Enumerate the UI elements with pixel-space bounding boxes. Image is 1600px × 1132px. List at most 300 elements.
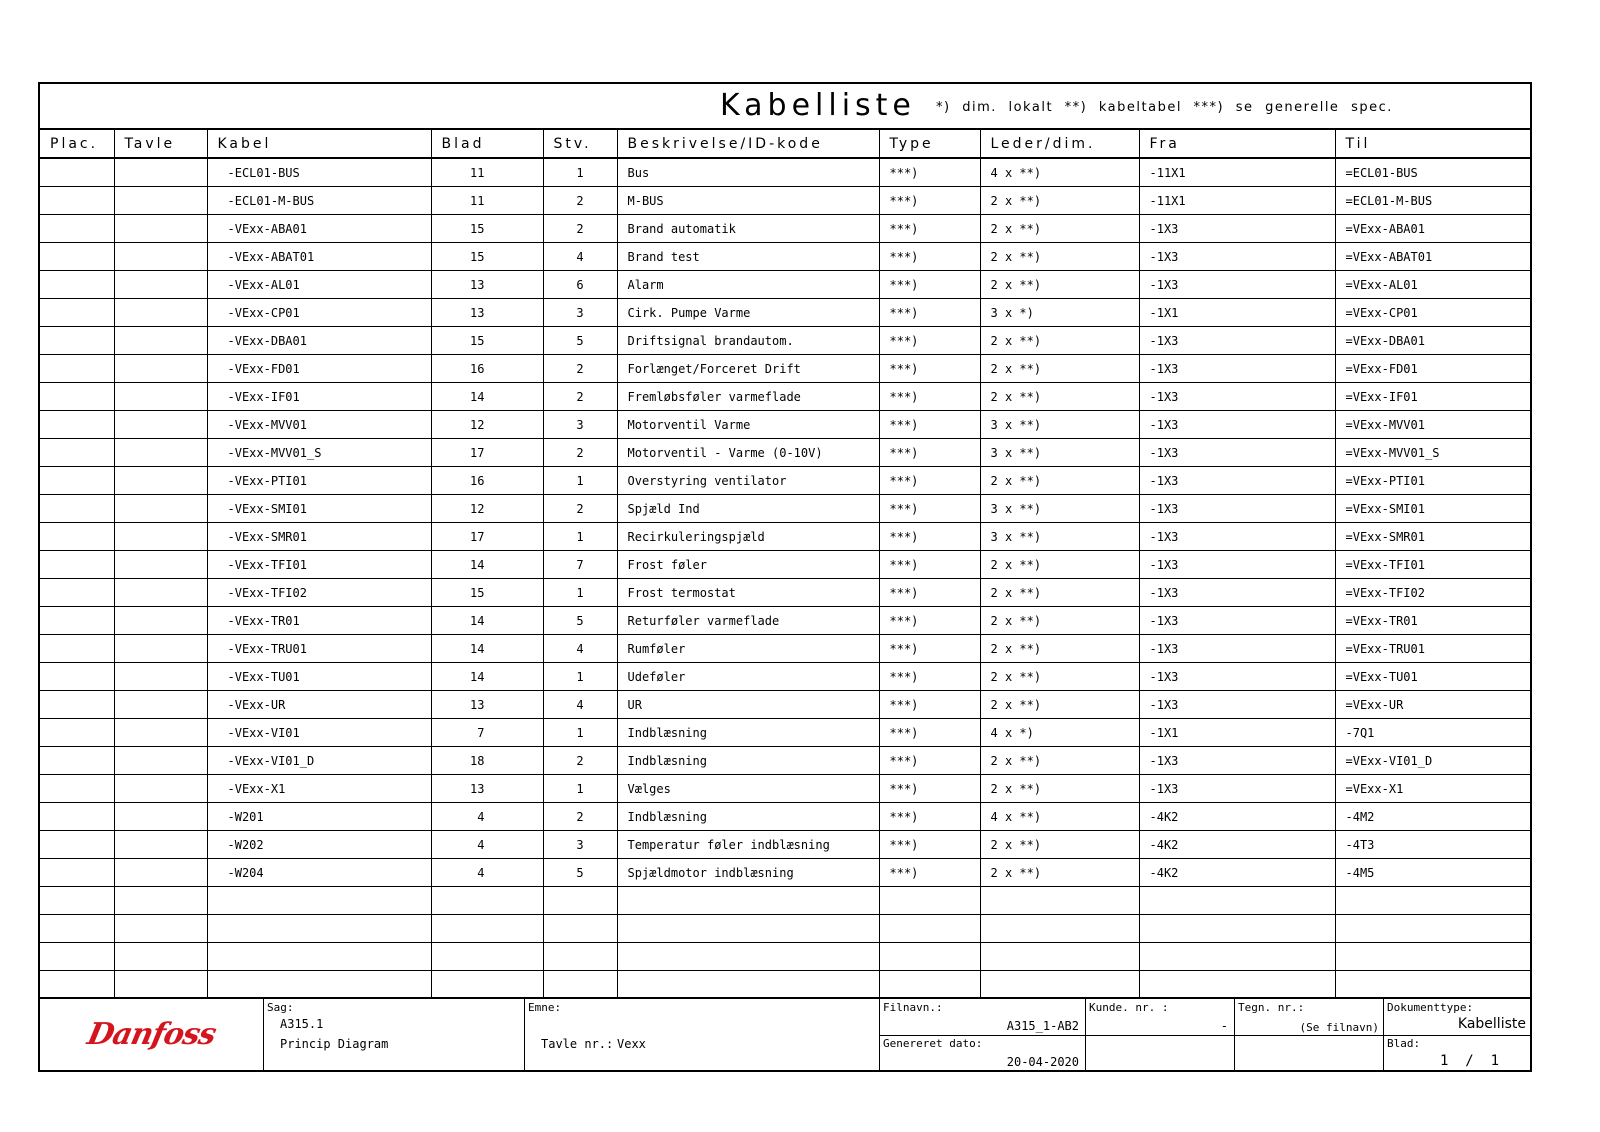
cell-beskrivelse: Driftsignal brandautom. bbox=[617, 327, 879, 355]
col-type: Type bbox=[879, 130, 980, 158]
cell-type bbox=[879, 887, 980, 915]
cell-stv: 5 bbox=[543, 607, 617, 635]
cell-kabel: -W202 bbox=[207, 831, 431, 859]
cell-type: ***) bbox=[879, 691, 980, 719]
cell-til bbox=[1335, 971, 1530, 999]
table-row bbox=[40, 215, 1530, 243]
cell-fra: -1X3 bbox=[1139, 775, 1335, 803]
cell-til: =VExx-MVV01_S bbox=[1335, 439, 1530, 467]
cell-blad: 11 bbox=[431, 187, 543, 215]
cell-fra: -1X3 bbox=[1139, 523, 1335, 551]
cell-beskrivelse: Vælges bbox=[617, 775, 879, 803]
filnavn-label: Filnavn.: bbox=[883, 1001, 943, 1014]
cell-stv bbox=[543, 943, 617, 971]
cell-tavle bbox=[114, 411, 207, 439]
cell-beskrivelse: Indblæsning bbox=[617, 719, 879, 747]
cell-til bbox=[1335, 915, 1530, 943]
cell-fra: -1X3 bbox=[1139, 495, 1335, 523]
cell-type: ***) bbox=[879, 663, 980, 691]
cell-fra: -11X1 bbox=[1139, 187, 1335, 215]
cell-stv: 1 bbox=[543, 719, 617, 747]
cell-blad: 16 bbox=[431, 355, 543, 383]
cell-fra: -1X3 bbox=[1139, 243, 1335, 271]
dokumenttype-label: Dokumenttype: bbox=[1387, 1001, 1474, 1014]
cell-leder: 2 x **) bbox=[980, 747, 1139, 775]
cell-til: =VExx-MVV01 bbox=[1335, 411, 1530, 439]
cell-til: -7Q1 bbox=[1335, 719, 1530, 747]
sag-cell bbox=[264, 999, 525, 1072]
table-row bbox=[40, 635, 1530, 663]
cell-plac bbox=[40, 775, 114, 803]
blad-label: Blad: bbox=[1387, 1037, 1421, 1050]
cell-beskrivelse: UR bbox=[617, 691, 879, 719]
cell-fra: -1X3 bbox=[1139, 439, 1335, 467]
cell-type: ***) bbox=[879, 439, 980, 467]
cell-til: =VExx-TFI01 bbox=[1335, 551, 1530, 579]
cell-leder: 4 x **) bbox=[980, 158, 1139, 187]
cell-beskrivelse: Recirkuleringspjæld bbox=[617, 523, 879, 551]
cell-leder: 2 x **) bbox=[980, 467, 1139, 495]
cell-tavle bbox=[114, 887, 207, 915]
cell-kabel: -VExx-TU01 bbox=[207, 663, 431, 691]
cell-stv bbox=[543, 887, 617, 915]
cell-kabel: -VExx-CP01 bbox=[207, 299, 431, 327]
cell-leder bbox=[980, 943, 1139, 971]
cell-tavle bbox=[114, 607, 207, 635]
cell-blad bbox=[431, 915, 543, 943]
cell-plac bbox=[40, 663, 114, 691]
cell-fra: -4K2 bbox=[1139, 859, 1335, 887]
table-row bbox=[40, 243, 1530, 271]
cell-type: ***) bbox=[879, 747, 980, 775]
cell-leder: 2 x **) bbox=[980, 243, 1139, 271]
danfoss-logo: Danfoss bbox=[84, 1017, 219, 1052]
cell-stv: 2 bbox=[543, 187, 617, 215]
cell-blad: 16 bbox=[431, 467, 543, 495]
cell-kabel: -W204 bbox=[207, 859, 431, 887]
cell-leder: 2 x **) bbox=[980, 579, 1139, 607]
table-row bbox=[40, 411, 1530, 439]
cell-kabel: -VExx-ABA01 bbox=[207, 215, 431, 243]
cell-leder: 3 x **) bbox=[980, 495, 1139, 523]
cell-kabel bbox=[207, 971, 431, 999]
cell-leder bbox=[980, 971, 1139, 999]
cell-tavle bbox=[114, 719, 207, 747]
cell-blad: 17 bbox=[431, 439, 543, 467]
cell-tavle bbox=[114, 859, 207, 887]
cell-plac bbox=[40, 831, 114, 859]
table-row bbox=[40, 719, 1530, 747]
cell-leder: 2 x **) bbox=[980, 663, 1139, 691]
cell-leder: 2 x **) bbox=[980, 551, 1139, 579]
cell-fra bbox=[1139, 943, 1335, 971]
sag-description: Princip Diagram bbox=[280, 1037, 389, 1051]
cell-plac bbox=[40, 887, 114, 915]
cell-leder: 2 x **) bbox=[980, 271, 1139, 299]
col-leder: Leder/dim. bbox=[980, 130, 1139, 158]
cell-blad: 4 bbox=[431, 831, 543, 859]
cell-plac bbox=[40, 299, 114, 327]
cell-tavle bbox=[114, 775, 207, 803]
cell-kabel bbox=[207, 887, 431, 915]
cell-til: =ECL01-M-BUS bbox=[1335, 187, 1530, 215]
cell-stv: 2 bbox=[543, 355, 617, 383]
cell-leder: 4 x **) bbox=[980, 803, 1139, 831]
cell-type bbox=[879, 915, 980, 943]
cell-plac bbox=[40, 607, 114, 635]
cell-plac bbox=[40, 439, 114, 467]
cell-type: ***) bbox=[879, 467, 980, 495]
cell-plac bbox=[40, 635, 114, 663]
cell-fra: -1X3 bbox=[1139, 579, 1335, 607]
cell-stv: 2 bbox=[543, 215, 617, 243]
cell-stv: 2 bbox=[543, 439, 617, 467]
cell-leder: 2 x **) bbox=[980, 691, 1139, 719]
cell-beskrivelse bbox=[617, 887, 879, 915]
table-row bbox=[40, 495, 1530, 523]
cell-blad bbox=[431, 887, 543, 915]
table-row bbox=[40, 187, 1530, 215]
cell-type: ***) bbox=[879, 383, 980, 411]
cell-tavle bbox=[114, 663, 207, 691]
cell-plac bbox=[40, 467, 114, 495]
cell-beskrivelse bbox=[617, 971, 879, 999]
cell-tavle bbox=[114, 691, 207, 719]
empty-row bbox=[40, 915, 1530, 943]
cell-tavle bbox=[114, 158, 207, 187]
cell-type: ***) bbox=[879, 215, 980, 243]
cell-beskrivelse: Bus bbox=[617, 158, 879, 187]
cell-tavle bbox=[114, 523, 207, 551]
cell-blad: 13 bbox=[431, 299, 543, 327]
cell-beskrivelse: Frost føler bbox=[617, 551, 879, 579]
cell-blad: 14 bbox=[431, 607, 543, 635]
cell-blad: 17 bbox=[431, 523, 543, 551]
cell-fra: -4K2 bbox=[1139, 831, 1335, 859]
cell-beskrivelse: Rumføler bbox=[617, 635, 879, 663]
cell-beskrivelse: Spjæld Ind bbox=[617, 495, 879, 523]
cell-plac bbox=[40, 691, 114, 719]
cell-beskrivelse: Spjældmotor indblæsning bbox=[617, 859, 879, 887]
cell-til: =VExx-ABAT01 bbox=[1335, 243, 1530, 271]
cell-blad: 18 bbox=[431, 747, 543, 775]
cell-type bbox=[879, 971, 980, 999]
table-row bbox=[40, 158, 1530, 187]
cell-fra: -1X1 bbox=[1139, 299, 1335, 327]
cell-fra: -1X3 bbox=[1139, 747, 1335, 775]
cell-plac bbox=[40, 383, 114, 411]
cell-leder: 2 x **) bbox=[980, 327, 1139, 355]
cell-type: ***) bbox=[879, 803, 980, 831]
cell-stv: 1 bbox=[543, 663, 617, 691]
cell-leder: 4 x *) bbox=[980, 719, 1139, 747]
empty-row bbox=[40, 971, 1530, 999]
cell-til: =VExx-DBA01 bbox=[1335, 327, 1530, 355]
cell-stv bbox=[543, 915, 617, 943]
cell-blad bbox=[431, 943, 543, 971]
dokumenttype-value: Kabelliste bbox=[1457, 1016, 1526, 1032]
cell-til: =VExx-CP01 bbox=[1335, 299, 1530, 327]
cell-til: =VExx-TR01 bbox=[1335, 607, 1530, 635]
cell-plac bbox=[40, 158, 114, 187]
cell-plac bbox=[40, 327, 114, 355]
cell-fra: -4K2 bbox=[1139, 803, 1335, 831]
cell-tavle bbox=[114, 635, 207, 663]
cell-kabel bbox=[207, 915, 431, 943]
sag-label: Sag: bbox=[267, 1001, 294, 1014]
cell-plac bbox=[40, 971, 114, 999]
cell-type: ***) bbox=[879, 775, 980, 803]
col-blad: Blad bbox=[431, 130, 543, 158]
cell-tavle bbox=[114, 915, 207, 943]
emne-label: Emne: bbox=[528, 1001, 562, 1014]
cell-fra bbox=[1139, 915, 1335, 943]
cell-kabel: -VExx-SMI01 bbox=[207, 495, 431, 523]
cell-stv: 6 bbox=[543, 271, 617, 299]
cell-tavle bbox=[114, 327, 207, 355]
cell-stv: 5 bbox=[543, 859, 617, 887]
cell-fra: -1X3 bbox=[1139, 355, 1335, 383]
cell-kabel: -VExx-MVV01 bbox=[207, 411, 431, 439]
cell-til bbox=[1335, 887, 1530, 915]
cell-stv: 2 bbox=[543, 495, 617, 523]
cell-type: ***) bbox=[879, 187, 980, 215]
cell-type: ***) bbox=[879, 271, 980, 299]
cell-plac bbox=[40, 355, 114, 383]
cell-beskrivelse: Alarm bbox=[617, 271, 879, 299]
cell-stv: 4 bbox=[543, 635, 617, 663]
legend-notes: *) dim. lokalt **) kabeltabel ***) se generelle spec. bbox=[936, 100, 1393, 115]
table-row bbox=[40, 663, 1530, 691]
col-fra: Fra bbox=[1139, 130, 1335, 158]
cell-stv: 5 bbox=[543, 327, 617, 355]
cell-type: ***) bbox=[879, 495, 980, 523]
cell-plac bbox=[40, 271, 114, 299]
cell-type: ***) bbox=[879, 158, 980, 187]
cell-fra: -1X3 bbox=[1139, 691, 1335, 719]
cell-kabel: -VExx-TR01 bbox=[207, 607, 431, 635]
cell-tavle bbox=[114, 243, 207, 271]
cell-til bbox=[1335, 943, 1530, 971]
table-row bbox=[40, 271, 1530, 299]
cell-blad: 13 bbox=[431, 691, 543, 719]
cell-beskrivelse: Frost termostat bbox=[617, 579, 879, 607]
cell-fra: -1X3 bbox=[1139, 551, 1335, 579]
cell-stv: 1 bbox=[543, 523, 617, 551]
col-stv: Stv. bbox=[543, 130, 617, 158]
cell-type: ***) bbox=[879, 635, 980, 663]
cell-til: =VExx-ABA01 bbox=[1335, 215, 1530, 243]
cell-beskrivelse: Brand test bbox=[617, 243, 879, 271]
cell-stv: 2 bbox=[543, 803, 617, 831]
cell-blad: 14 bbox=[431, 551, 543, 579]
col-tavle: Tavle bbox=[114, 130, 207, 158]
cell-kabel bbox=[207, 943, 431, 971]
cell-blad: 14 bbox=[431, 635, 543, 663]
cell-type: ***) bbox=[879, 859, 980, 887]
cell-type: ***) bbox=[879, 523, 980, 551]
cell-kabel: -W201 bbox=[207, 803, 431, 831]
cell-plac bbox=[40, 551, 114, 579]
blad-value: 1 / 1 bbox=[1440, 1053, 1500, 1069]
cell-blad: 4 bbox=[431, 803, 543, 831]
cell-til: -4M2 bbox=[1335, 803, 1530, 831]
tavle-value: Vexx bbox=[617, 1037, 646, 1051]
cell-type: ***) bbox=[879, 579, 980, 607]
cell-kabel: -VExx-SMR01 bbox=[207, 523, 431, 551]
cell-plac bbox=[40, 747, 114, 775]
cell-tavle bbox=[114, 299, 207, 327]
cell-stv: 2 bbox=[543, 383, 617, 411]
cell-kabel: -VExx-DBA01 bbox=[207, 327, 431, 355]
cell-til: =VExx-TRU01 bbox=[1335, 635, 1530, 663]
table-row bbox=[40, 579, 1530, 607]
cell-leder bbox=[980, 915, 1139, 943]
cell-kabel: -VExx-TRU01 bbox=[207, 635, 431, 663]
cell-stv: 1 bbox=[543, 158, 617, 187]
cell-blad: 7 bbox=[431, 719, 543, 747]
cell-kabel: -VExx-UR bbox=[207, 691, 431, 719]
dokumenttype-cell bbox=[1384, 999, 1530, 1072]
cell-leder: 3 x **) bbox=[980, 411, 1139, 439]
cell-blad: 13 bbox=[431, 271, 543, 299]
cell-fra: -1X3 bbox=[1139, 663, 1335, 691]
cell-beskrivelse: Forlænget/Forceret Drift bbox=[617, 355, 879, 383]
cell-type: ***) bbox=[879, 299, 980, 327]
cell-beskrivelse bbox=[617, 915, 879, 943]
cell-blad: 12 bbox=[431, 411, 543, 439]
table-row bbox=[40, 775, 1530, 803]
cell-plac bbox=[40, 411, 114, 439]
col-beskrivelse: Beskrivelse/ID-kode bbox=[617, 130, 879, 158]
table-row bbox=[40, 803, 1530, 831]
genereret-value: 20-04-2020 bbox=[1006, 1055, 1079, 1069]
cell-tavle bbox=[114, 831, 207, 859]
cell-fra bbox=[1139, 971, 1335, 999]
cell-fra: -1X3 bbox=[1139, 635, 1335, 663]
cell-type: ***) bbox=[879, 719, 980, 747]
cell-til: =VExx-VI01_D bbox=[1335, 747, 1530, 775]
cell-type: ***) bbox=[879, 551, 980, 579]
table-row bbox=[40, 831, 1530, 859]
cell-type: ***) bbox=[879, 243, 980, 271]
cell-kabel: -VExx-VI01_D bbox=[207, 747, 431, 775]
table-body bbox=[40, 158, 1530, 999]
cell-stv: 3 bbox=[543, 831, 617, 859]
cell-plac bbox=[40, 803, 114, 831]
cell-kabel: -VExx-TFI01 bbox=[207, 551, 431, 579]
cell-plac bbox=[40, 859, 114, 887]
title-block bbox=[40, 997, 1530, 1072]
cell-stv: 7 bbox=[543, 551, 617, 579]
cell-kabel: -VExx-VI01 bbox=[207, 719, 431, 747]
cell-fra: -1X3 bbox=[1139, 271, 1335, 299]
cell-beskrivelse: Fremløbsføler varmeflade bbox=[617, 383, 879, 411]
filnavn-cell bbox=[880, 999, 1086, 1072]
cell-beskrivelse: Udeføler bbox=[617, 663, 879, 691]
tavle-label: Tavle nr.: bbox=[541, 1037, 614, 1051]
cable-table bbox=[40, 130, 1530, 999]
cell-tavle bbox=[114, 495, 207, 523]
cell-leder: 2 x **) bbox=[980, 215, 1139, 243]
cell-til: =VExx-TU01 bbox=[1335, 663, 1530, 691]
cable-list-sheet bbox=[38, 82, 1532, 1072]
cell-kabel: -VExx-X1 bbox=[207, 775, 431, 803]
cell-til: =ECL01-BUS bbox=[1335, 158, 1530, 187]
cell-fra: -1X1 bbox=[1139, 719, 1335, 747]
cell-tavle bbox=[114, 187, 207, 215]
table-row bbox=[40, 327, 1530, 355]
cell-plac bbox=[40, 495, 114, 523]
cell-blad: 15 bbox=[431, 579, 543, 607]
table-row bbox=[40, 747, 1530, 775]
cell-blad: 14 bbox=[431, 383, 543, 411]
cell-blad bbox=[431, 971, 543, 999]
logo-cell bbox=[40, 999, 264, 1072]
cell-beskrivelse: Motorventil Varme bbox=[617, 411, 879, 439]
cell-beskrivelse bbox=[617, 943, 879, 971]
sag-value: A315.1 bbox=[280, 1017, 324, 1031]
cell-tavle bbox=[114, 803, 207, 831]
cell-kabel: -VExx-ABAT01 bbox=[207, 243, 431, 271]
cell-blad: 4 bbox=[431, 859, 543, 887]
table-row bbox=[40, 439, 1530, 467]
emne-cell bbox=[525, 999, 880, 1072]
cell-stv: 1 bbox=[543, 467, 617, 495]
cell-kabel: -VExx-PTI01 bbox=[207, 467, 431, 495]
cell-til: =VExx-SMR01 bbox=[1335, 523, 1530, 551]
cell-fra: -1X3 bbox=[1139, 327, 1335, 355]
cell-fra: -1X3 bbox=[1139, 607, 1335, 635]
title-row bbox=[40, 84, 1530, 130]
cell-stv: 4 bbox=[543, 243, 617, 271]
cell-til: =VExx-UR bbox=[1335, 691, 1530, 719]
table-header-row bbox=[40, 130, 1530, 158]
table-row bbox=[40, 551, 1530, 579]
cell-blad: 15 bbox=[431, 327, 543, 355]
cell-til: =VExx-TFI02 bbox=[1335, 579, 1530, 607]
col-kabel: Kabel bbox=[207, 130, 431, 158]
cell-type: ***) bbox=[879, 327, 980, 355]
cell-plac bbox=[40, 943, 114, 971]
cell-kabel: -ECL01-BUS bbox=[207, 158, 431, 187]
cell-leder bbox=[980, 887, 1139, 915]
cell-tavle bbox=[114, 943, 207, 971]
document-title: Kabelliste bbox=[720, 88, 916, 123]
tegn-value: (Se filnavn) bbox=[1299, 1021, 1379, 1034]
kunde-cell bbox=[1086, 999, 1235, 1072]
kunde-value: - bbox=[1220, 1019, 1228, 1033]
cell-leder: 3 x **) bbox=[980, 439, 1139, 467]
empty-row bbox=[40, 887, 1530, 915]
cell-stv: 1 bbox=[543, 775, 617, 803]
cell-tavle bbox=[114, 439, 207, 467]
cell-plac bbox=[40, 187, 114, 215]
cell-til: =VExx-AL01 bbox=[1335, 271, 1530, 299]
cell-beskrivelse: Brand automatik bbox=[617, 215, 879, 243]
cell-tavle bbox=[114, 971, 207, 999]
cell-leder: 2 x **) bbox=[980, 383, 1139, 411]
cell-tavle bbox=[114, 747, 207, 775]
cell-type bbox=[879, 943, 980, 971]
cell-type: ***) bbox=[879, 355, 980, 383]
cell-beskrivelse: Indblæsning bbox=[617, 803, 879, 831]
empty-row bbox=[40, 943, 1530, 971]
cell-til: =VExx-FD01 bbox=[1335, 355, 1530, 383]
cell-plac bbox=[40, 215, 114, 243]
cell-plac bbox=[40, 719, 114, 747]
cell-plac bbox=[40, 243, 114, 271]
